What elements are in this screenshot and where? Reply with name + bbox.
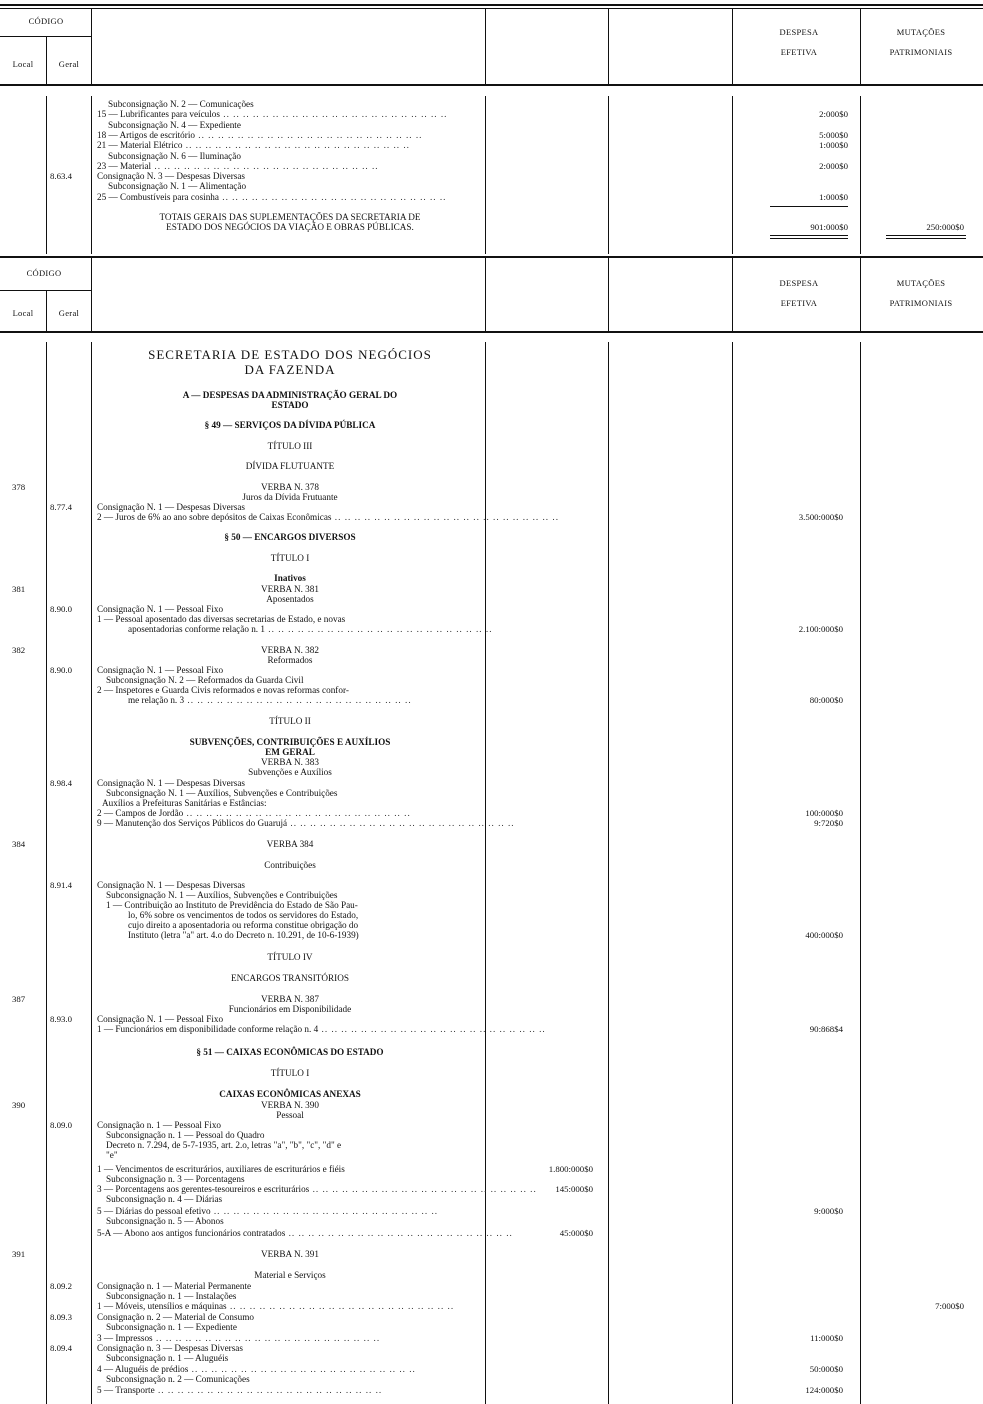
- patrimoniais-label: PATRIMONIAIS: [889, 298, 953, 308]
- heading: A — DESPESAS DA ADMINISTRAÇÃO GERAL DO: [182, 390, 398, 400]
- entry-line: [108, 181, 484, 192]
- geral-code: 8.90.0: [50, 665, 72, 675]
- local-code: 378: [12, 482, 26, 492]
- despesa-value: 9:720$0: [814, 818, 843, 828]
- leader-dots: .. .. .. .. .. .. .. .. .. .. .. .. .. .. .. .. .. .. .. .. .. .. ..: [285, 1228, 513, 1238]
- entry-text: 15 — Lubrificantes para veículos: [97, 109, 220, 119]
- leader-dots: .. .. .. .. .. .. .. .. .. .. .. .. .. .. .. .. .. .. .. .. .. .. ..: [184, 695, 412, 705]
- despesa-label: DESPESA: [779, 278, 819, 288]
- entry-text: 1 — Vencimentos de escriturários, auxiliares de escriturários e fiéis: [97, 1164, 345, 1174]
- heading: CAIXAS ECONÔMICAS ANEXAS: [219, 1089, 361, 1099]
- heading: TÍTULO III: [267, 441, 313, 451]
- entry-line: [97, 1024, 546, 1035]
- heading: Inativos: [274, 573, 306, 583]
- totals-line-2: ESTADO DOS NEGÓCIOS DA VIAÇÃO E OBRAS PÚBLICAS.: [166, 222, 414, 232]
- mutacoes-value: 7:000$0: [935, 1301, 964, 1311]
- entry-text: Subconsignação n. 5 — Abonos: [106, 1216, 224, 1226]
- entry-text: 3 — Impressos: [97, 1333, 153, 1343]
- entry-text: Consignação N. 1 — Pessoal Fixo: [97, 665, 224, 675]
- col-rule: [46, 342, 47, 1404]
- geral-code: 8.98.4: [50, 778, 72, 788]
- entry-text: 23 — Material: [97, 161, 152, 171]
- heading: VERBA N. 383: [261, 757, 319, 767]
- geral-code: 8.09.4: [50, 1343, 72, 1353]
- entry-text: 5 — Diárias do pessoal efetivo: [97, 1206, 211, 1216]
- leader-dots: .. .. .. .. .. .. .. .. .. .. .. .. .. .. .. .. .. .. .. .. .. .. ..: [309, 1184, 537, 1194]
- entry-text: 5-A — Abono aos antigos funcionários contratados: [97, 1228, 286, 1238]
- entry-text: lo, 6% sobre os vencimentos de todos os servidores do Estado,: [128, 910, 359, 920]
- col-rule: [732, 342, 733, 1404]
- entry-text: Consignação n. 1 — Material Permanente: [97, 1281, 252, 1291]
- col-rule: [608, 258, 609, 332]
- leader-dots: .. .. .. .. .. .. .. .. .. .. .. .. .. .. .. .. .. .. .. .. .. .. ..: [188, 1364, 416, 1374]
- col-rule: [46, 96, 47, 254]
- entry-line: [128, 930, 484, 941]
- entry-line: [97, 1228, 513, 1239]
- heading: VERBA N. 391: [261, 1249, 319, 1259]
- total-mutacoes: 250:000$0: [926, 222, 964, 232]
- heading: VERBA N. 390: [261, 1100, 319, 1110]
- leader-dots: .. .. .. .. .. .. .. .. .. .. .. .. .. .. .. .. .. .. .. .. .. .. ..: [154, 1385, 383, 1395]
- col-rule: [485, 96, 486, 254]
- heading: § 49 — SERVIÇOS DA DÍVIDA PÚBLICA: [204, 420, 376, 430]
- entry-text: Auxílios a Prefeituras Sanitárias e Estâncias:: [102, 798, 267, 808]
- entry-text: "e": [106, 1150, 118, 1160]
- entry-line: [106, 1353, 484, 1364]
- rule: [0, 331, 983, 333]
- entry-text: Consignação n. 1 — Pessoal Fixo: [97, 1120, 222, 1130]
- parcial-value: 45:000$0: [559, 1228, 593, 1238]
- geral-code: 8.77.4: [50, 502, 72, 512]
- local-label: Local: [12, 59, 34, 69]
- despesa-value: 3.500:000$0: [798, 512, 843, 522]
- entry-line: [97, 1385, 484, 1396]
- entry-line: [106, 1150, 484, 1161]
- entry-text: Consignação N. 1 — Despesas Diversas: [97, 502, 245, 512]
- entry-text: Consignação N. 3 — Despesas Diversas: [97, 171, 245, 181]
- leader-dots: .. .. .. .. .. .. .. .. .. .. .. .. .. .. .. .. .. .. .. .. .. .. ..: [152, 1333, 381, 1343]
- heading: TÍTULO II: [269, 716, 311, 726]
- entry-line: [106, 1216, 484, 1227]
- geral-code: 8.09.0: [50, 1120, 72, 1130]
- leader-dots: .. .. .. .. .. .. .. .. .. .. .. .. .. .. .. .. .. .. .. .. .. .. ..: [183, 808, 411, 818]
- heading: Material e Serviços: [254, 1270, 326, 1280]
- leader-dots: .. .. .. .. .. .. .. .. .. .. .. .. .. .. .. .. .. .. .. .. .. .. ..: [226, 1301, 455, 1311]
- entry-text: 4 — Aluguéis de prédios: [97, 1364, 189, 1374]
- secretaria-title-line-2: DA FAZENDA: [244, 362, 336, 377]
- col-rule: [608, 342, 609, 1404]
- geral-label: Geral: [58, 308, 80, 318]
- heading: DÍVIDA FLUTUANTE: [245, 461, 335, 471]
- heading: VERBA 384: [266, 839, 314, 849]
- despesa-value: 80:000$0: [809, 695, 843, 705]
- despesa-value: 400:000$0: [805, 930, 843, 940]
- despesa-value: 100:000$0: [805, 808, 843, 818]
- entry-line: [97, 1301, 484, 1312]
- entry-text: Subconsignação N. 1 — Alimentação: [108, 181, 247, 191]
- col-rule: [732, 96, 733, 254]
- local-code: 391: [12, 1249, 26, 1259]
- mutacoes-label: MUTAÇÕES: [896, 278, 946, 288]
- parcial-value: 145:000$0: [555, 1184, 593, 1194]
- leader-dots: .. .. .. .. .. .. .. .. .. .. .. .. .. .. .. .. .. .. .. .. .. .. ..: [182, 140, 410, 150]
- heading: Reformados: [267, 655, 313, 665]
- heading: VERBA N. 381: [261, 584, 319, 594]
- entry-text: 5 — Transporte: [97, 1385, 155, 1395]
- geral-code: 8.93.0: [50, 1014, 72, 1024]
- col-rule: [485, 258, 486, 332]
- heading: Subvenções e Auxílios: [248, 767, 332, 777]
- heading: TÍTULO IV: [267, 952, 313, 962]
- totals-line-1: TOTAIS GERAIS DAS SUPLEMENTAÇÕES DA SECRETARIA DE: [159, 212, 421, 222]
- geral-code: 8.09.2: [50, 1281, 72, 1291]
- total-rule: [886, 235, 966, 236]
- heading: § 50 — ENCARGOS DIVERSOS: [224, 532, 356, 542]
- despesa-value: 124:000$0: [805, 1385, 843, 1395]
- col-rule: [860, 8, 861, 85]
- entry-text: Subconsignação n. 1 — Pessoal do Quadro: [106, 1130, 265, 1140]
- col-rule: [485, 342, 486, 1404]
- local-code: 387: [12, 994, 26, 1004]
- rule: [0, 256, 983, 258]
- efetiva-label: EFETIVA: [780, 298, 818, 308]
- despesa-value: 50:000$0: [809, 1364, 843, 1374]
- entry-line: [97, 512, 559, 523]
- entry-line: [128, 695, 484, 706]
- entry-text: 2 — Campos de Jordão: [97, 808, 184, 818]
- heading: VERBA N. 387: [261, 994, 319, 1004]
- col-rule: [860, 258, 861, 332]
- heading: ENCARGOS TRANSITÓRIOS: [230, 973, 349, 983]
- despesa-label: DESPESA: [779, 27, 819, 37]
- entry-text: Decreto n. 7.294, de 5-7-1935, art. 2.o, letras "a", "b", "c", "d" e: [106, 1140, 342, 1150]
- entry-text: Subconsignação N. 6 — Iluminação: [108, 151, 241, 161]
- entry-text: Subconsignação N. 1 — Auxílios, Subvenções e Contribuições: [106, 890, 338, 900]
- leader-dots: .. .. .. .. .. .. .. .. .. .. .. .. .. .. .. .. .. .. .. .. .. .. ..: [194, 130, 423, 140]
- entry-text: 1 — Móveis, utensílios e máquinas: [97, 1301, 227, 1311]
- heading: ESTADO: [271, 400, 309, 410]
- local-label: Local: [12, 308, 34, 318]
- despesa-value: 2:000$0: [819, 161, 848, 171]
- entry-text: Subconsignação N. 1 — Auxílios, Subvenções e Contribuições: [106, 788, 338, 798]
- heading: SUBVENÇÕES, CONTRIBUIÇÕES E AUXÍLIOS: [189, 737, 391, 747]
- entry-text: 9 — Manutenção dos Serviços Públicos do Guarujá: [97, 818, 288, 828]
- despesa-value: 9:000$0: [814, 1206, 843, 1216]
- col-rule: [485, 8, 486, 85]
- entry-text: 18 — Artigos de escritório: [97, 130, 195, 140]
- entry-text: Consignação n. 2 — Material de Consumo: [97, 1312, 254, 1322]
- leader-dots: .. .. .. .. .. .. .. .. .. .. .. .. .. .. .. .. .. .. .. .. .. .. ..: [210, 1206, 439, 1216]
- geral-code: 8.63.4: [50, 171, 72, 181]
- entry-text: 1 — Contribuição ao Instituto de Previdência do Estado de São Pau-: [106, 900, 358, 910]
- col-rule: [91, 342, 92, 1404]
- leader-dots: .. .. .. .. .. .. .. .. .. .. .. .. .. .. .. .. .. .. .. .. .. .. ..: [219, 109, 448, 119]
- col-rule: [91, 96, 92, 254]
- col-rule: [860, 342, 861, 1404]
- local-code: 390: [12, 1100, 26, 1110]
- entry-text: Instituto (letra "a" art. 4.o do Decreto n. 10.291, de 10-6-1939): [128, 930, 359, 940]
- parcial-value: 1.800:000$0: [548, 1164, 593, 1174]
- entry-line: [97, 192, 484, 203]
- entry-text: Subconsignação n. 1 — Expediente: [106, 1322, 237, 1332]
- col-rule: [46, 291, 47, 332]
- entry-text: 25 — Combustíveis para cosinha: [97, 192, 219, 202]
- entry-text: Consignação N. 1 — Despesas Diversas: [97, 778, 245, 788]
- heading: § 51 — CAIXAS ECONÔMICAS DO ESTADO: [196, 1047, 384, 1057]
- entry-line: [106, 1374, 484, 1385]
- mutacoes-label: MUTAÇÕES: [896, 27, 946, 37]
- entry-line: [128, 624, 493, 635]
- entry-line: [106, 1322, 484, 1333]
- total-rule: [886, 238, 966, 239]
- col-rule: [732, 8, 733, 85]
- entry-line: [97, 109, 484, 120]
- col-rule: [732, 258, 733, 332]
- codigo-label: CÓDIGO: [26, 268, 62, 278]
- entry-line: [97, 140, 484, 151]
- leader-dots: .. .. .. .. .. .. .. .. .. .. .. .. .. .. .. .. .. .. .. .. .. .. ..: [318, 1024, 546, 1034]
- heading: Pessoal: [276, 1110, 304, 1120]
- efetiva-label: EFETIVA: [780, 47, 818, 57]
- heading: Contribuições: [264, 860, 316, 870]
- heading: Juros da Dívida Frutuante: [242, 492, 338, 502]
- leader-dots: .. .. .. .. .. .. .. .. .. .. .. .. .. .. .. .. .. .. .. .. .. .. ..: [218, 192, 447, 202]
- total-despesa: 901:000$0: [810, 222, 848, 232]
- despesa-value: 1:000$0: [819, 140, 848, 150]
- col-rule: [91, 8, 92, 85]
- col-rule: [46, 37, 47, 85]
- despesa-value: 1:000$0: [819, 192, 848, 202]
- heading: VERBA N. 378: [261, 482, 319, 492]
- geral-code: 8.90.0: [50, 604, 72, 614]
- despesa-value: 11:000$0: [810, 1333, 843, 1343]
- entry-text: me relação n. 3: [128, 695, 185, 705]
- col-rule: [608, 96, 609, 254]
- total-rule: [770, 238, 848, 239]
- total-rule: [770, 206, 848, 207]
- entry-text: Subconsignação n. 1 — Aluguéis: [106, 1353, 229, 1363]
- entry-text: Subconsignação N. 2 — Reformados da Guarda Civil: [106, 675, 304, 685]
- entry-text: 1 — Pessoal aposentado das diversas secretarias de Estado, e novas: [97, 614, 346, 624]
- despesa-value: 90:868$4: [809, 1024, 843, 1034]
- entry-text: Subconsignação n. 4 — Diárias: [106, 1194, 223, 1204]
- heading: TÍTULO I: [270, 1068, 310, 1078]
- local-code: 382: [12, 645, 26, 655]
- rule: [0, 8, 983, 9]
- entry-text: Subconsignação n. 1 — Instalações: [106, 1291, 237, 1301]
- entry-text: Consignação n. 3 — Despesas Diversas: [97, 1343, 243, 1353]
- heading: TÍTULO I: [270, 553, 310, 563]
- despesa-value: 5:000$0: [819, 130, 848, 140]
- local-code: 381: [12, 584, 26, 594]
- col-rule: [608, 8, 609, 85]
- local-code: 384: [12, 839, 26, 849]
- entry-text: Consignação N. 1 — Despesas Diversas: [97, 880, 245, 890]
- heading: EM GERAL: [265, 747, 315, 757]
- entry-text: 21 — Material Elétrico: [97, 140, 183, 150]
- leader-dots: .. .. .. .. .. .. .. .. .. .. .. .. .. .. .. .. .. .. .. .. .. .. ..: [331, 512, 559, 522]
- entry-text: aposentadorias conforme relação n. 1: [128, 624, 265, 634]
- rule: [0, 4, 983, 6]
- col-rule: [91, 258, 92, 332]
- patrimoniais-label: PATRIMONIAIS: [889, 47, 953, 57]
- despesa-value: 2:000$0: [819, 109, 848, 119]
- heading: Funcionários em Disponibilidade: [228, 1004, 352, 1014]
- entry-text: Subconsignação n. 3 — Porcentagens: [106, 1174, 245, 1184]
- entry-text: 2 — Inspetores e Guarda Civis reformados e novas reformas confor-: [97, 685, 349, 695]
- col-rule: [860, 96, 861, 254]
- entry-text: 2 — Juros de 6% ao ano sobre depósitos de Caixas Econômicas: [97, 512, 332, 522]
- geral-code: 8.09.3: [50, 1312, 72, 1322]
- entry-line: [97, 818, 515, 829]
- leader-dots: .. .. .. .. .. .. .. .. .. .. .. .. .. .. .. .. .. .. .. .. .. .. ..: [151, 161, 379, 171]
- secretaria-title-line-1: SECRETARIA DE ESTADO DOS NEGÓCIOS: [148, 347, 432, 362]
- rule: [0, 84, 983, 86]
- geral-label: Geral: [58, 59, 80, 69]
- leader-dots: .. .. .. .. .. .. .. .. .. .. .. .. .. .. .. .. .. .. .. .. .. .. ..: [287, 818, 515, 828]
- heading: Aposentados: [266, 594, 314, 604]
- entry-text: 3 — Porcentagens aos gerentes-tesoureiros e escriturários: [97, 1184, 310, 1194]
- despesa-value: 2.100:000$0: [798, 624, 843, 634]
- geral-code: 8.91.4: [50, 880, 72, 890]
- entry-text: Consignação N. 1 — Pessoal Fixo: [97, 604, 224, 614]
- entry-text: 1 — Funcionários em disponibilidade conforme relação n. 4: [97, 1024, 319, 1034]
- codigo-label: CÓDIGO: [28, 16, 64, 26]
- entry-text: Subconsignação N. 2 — Comunicações: [108, 99, 254, 109]
- entry-text: Subconsignação n. 2 — Comunicações: [106, 1374, 250, 1384]
- entry-text: cujo direito a aposentadoria ou reforma constitue obrigação do: [128, 920, 359, 930]
- entry-line: [106, 1194, 484, 1205]
- total-rule: [770, 235, 848, 236]
- entry-text: Consignação N. 1 — Pessoal Fixo: [97, 1014, 224, 1024]
- heading: VERBA N. 382: [261, 645, 319, 655]
- leader-dots: .. .. .. .. .. .. .. .. .. .. .. .. .. .. .. .. .. .. .. .. .. .. ..: [265, 624, 493, 634]
- entry-text: Subconsignação N. 4 — Expediente: [108, 120, 241, 130]
